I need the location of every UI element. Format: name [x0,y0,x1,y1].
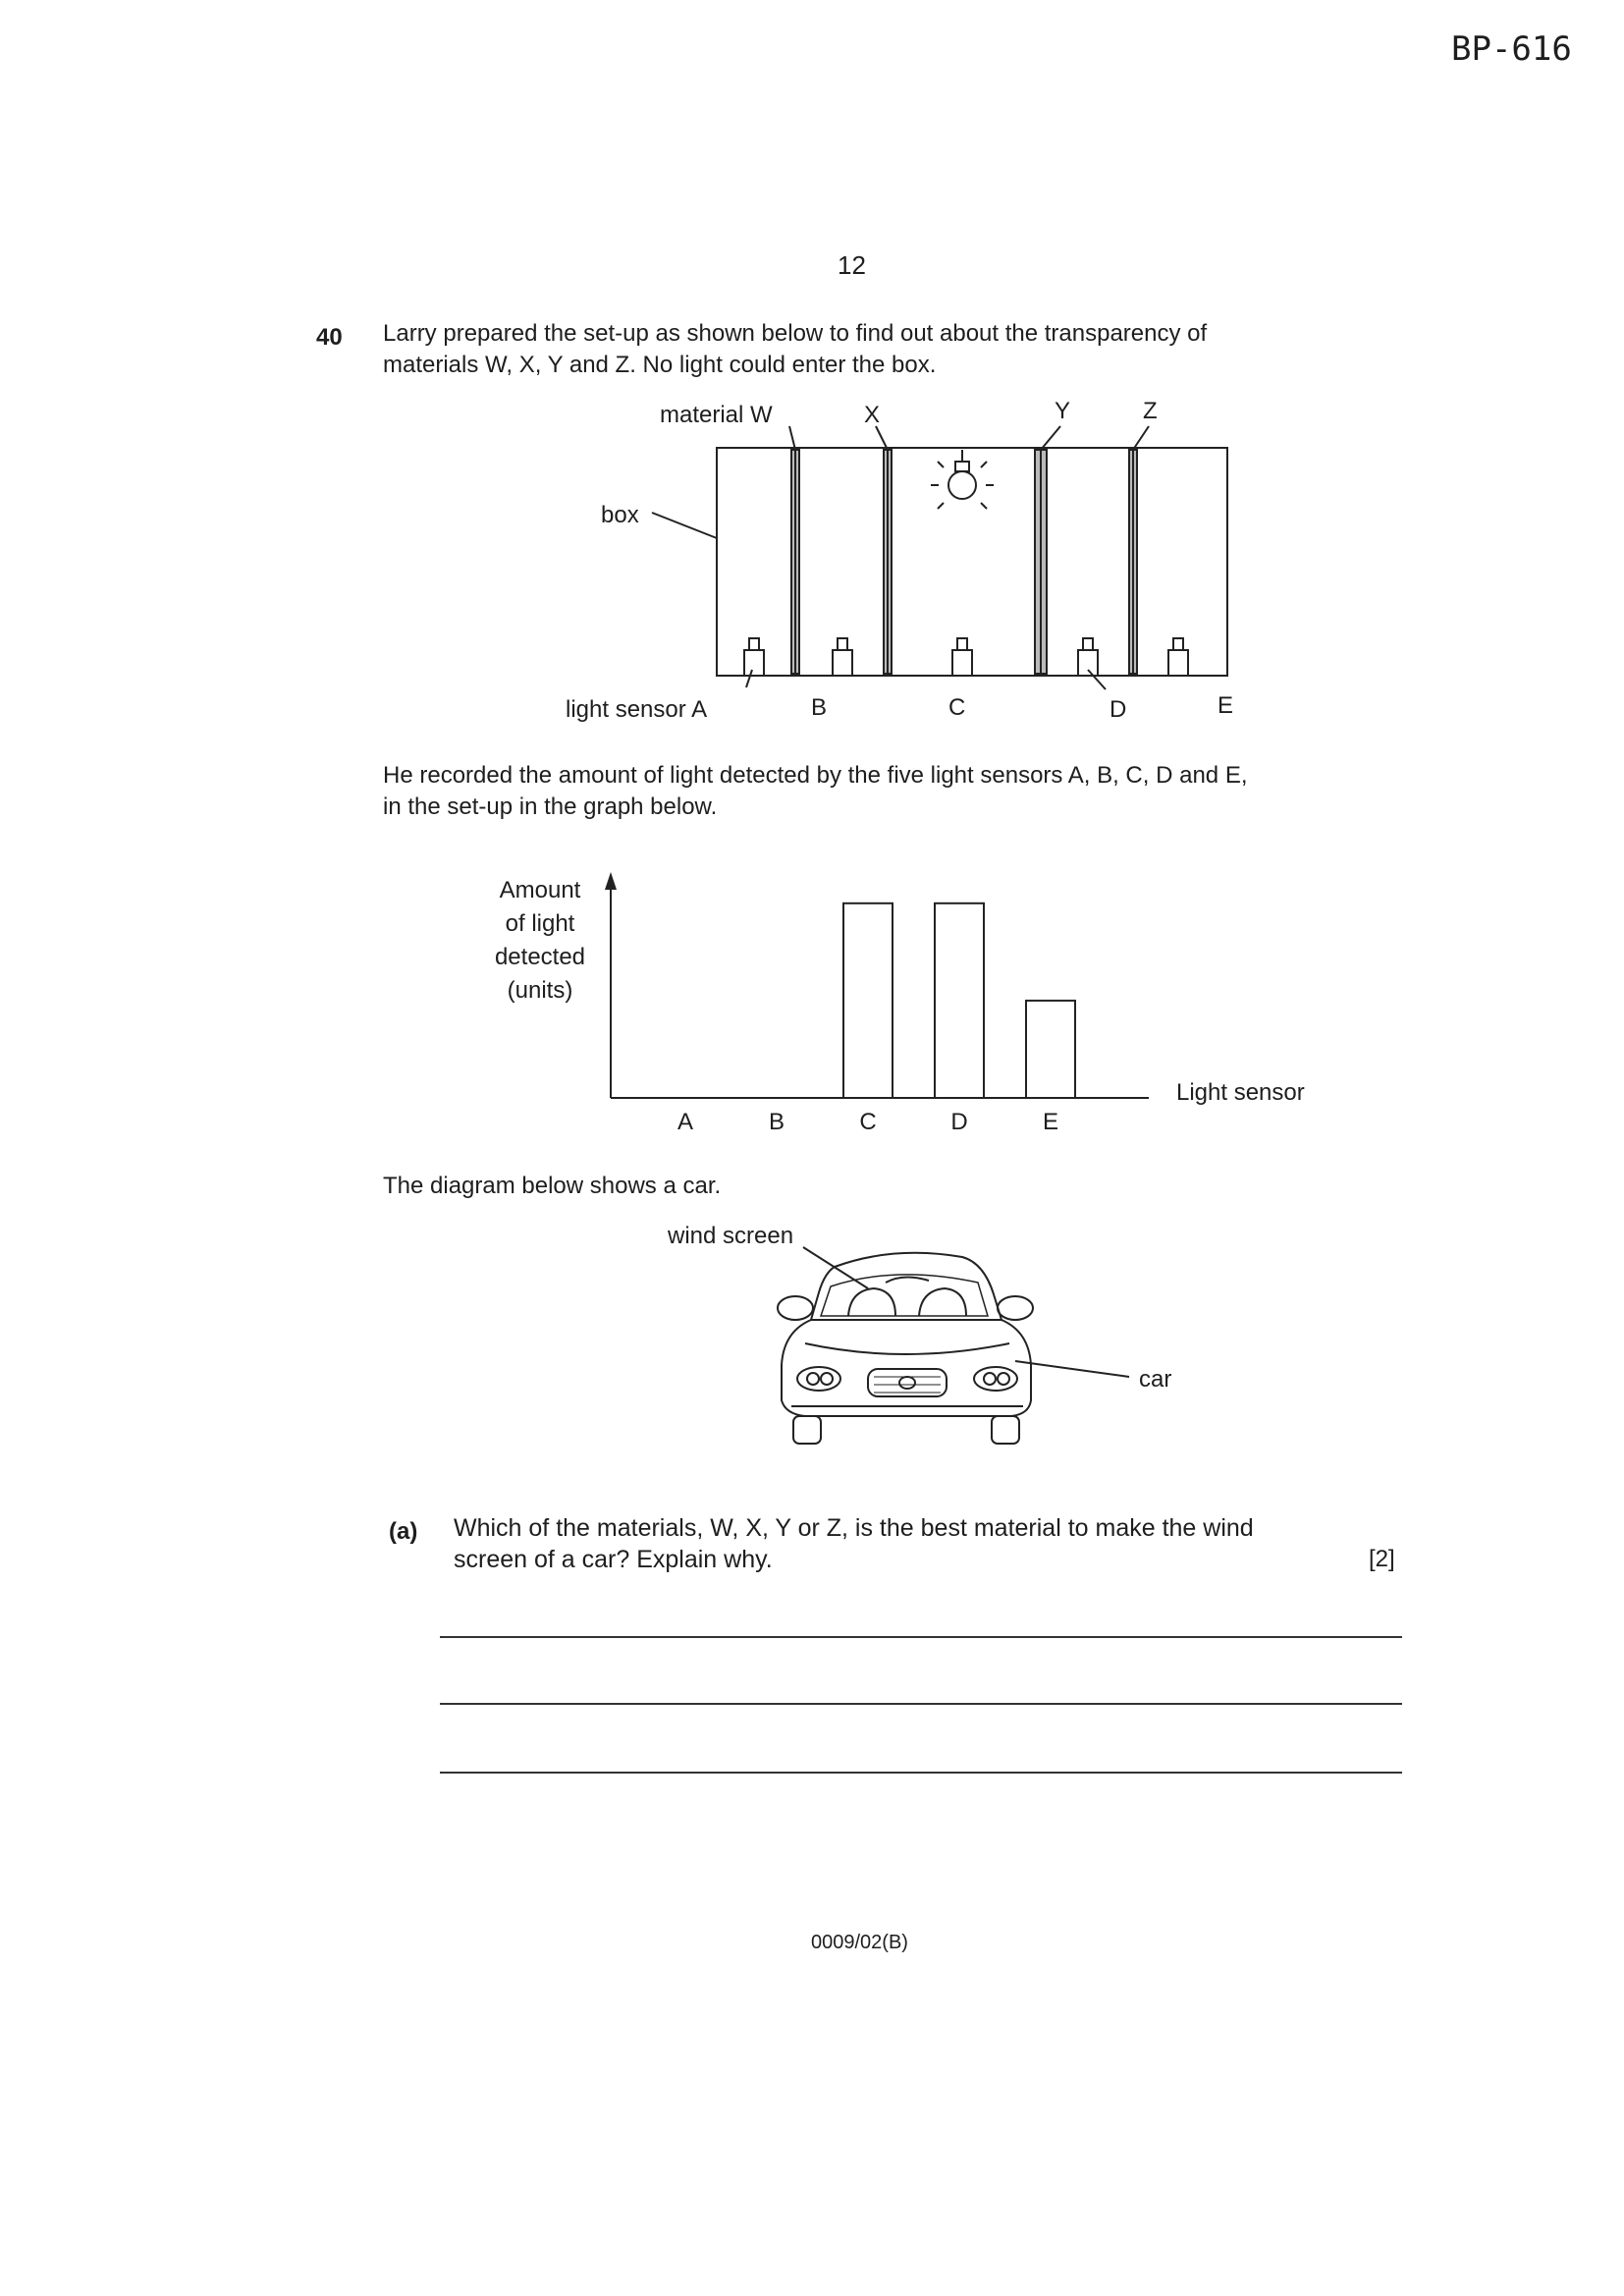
material-z-partition [1129,450,1137,674]
chart-x-tick-a: A [677,1109,694,1135]
sensor-a-leader [746,670,752,687]
car-leader [1015,1361,1129,1377]
chart-bar-c [843,903,893,1098]
chart-x-tick-e: E [1042,1109,1059,1135]
chart-bars [843,903,1075,1098]
label-car: car [1139,1366,1172,1393]
light-sensor-c-icon [952,638,972,676]
light-bulb-icon [931,450,994,509]
box-leader [652,513,717,538]
label-wind-screen: wind screen [668,1223,794,1249]
chart-bar-e [1026,1001,1075,1098]
question-intro-line-2: materials W, X, Y and Z. No light could enter the box. [383,352,937,378]
recorded-text-line-2: in the set-up in the graph below. [383,793,718,820]
label-material-z: Z [1143,398,1158,424]
answer-line-2[interactable] [440,1703,1402,1705]
material-y-partition [1035,450,1047,674]
paper-code: 0009/02(B) [811,1932,908,1953]
chart-y-axis-label [495,877,585,1004]
car-icon [778,1253,1033,1444]
material-x-leader [876,426,888,450]
chart-x-tick-c: C [859,1109,877,1135]
chart-y-label-line-1: Amount [499,877,581,903]
label-light-sensor-a: light sensor A [566,696,708,723]
material-w-leader [789,426,795,450]
part-a-label: (a) [389,1518,418,1545]
chart-bar-d [935,903,984,1098]
label-material-x: X [864,402,881,428]
part-a-marks: [2] [1369,1546,1395,1572]
light-sensor-b-icon [833,638,852,676]
material-w-partition [791,450,799,674]
answer-line-3[interactable] [440,1772,1402,1774]
recorded-text-line-1: He recorded the amount of light detected by the five light sensors A, B, C, D and E, [383,762,1248,789]
label-box: box [601,502,639,528]
light-sensor-e-icon [1168,638,1188,676]
chart-y-label-line-2: of light [505,910,575,937]
chart-x-tick-d: D [950,1109,968,1135]
car-intro-text: The diagram below shows a car. [383,1173,722,1199]
part-a-question-line-1: Which of the materials, W, X, Y or Z, is the best material to make the wind [454,1514,1254,1542]
label-material-y: Y [1055,398,1071,424]
document-code: BP-616 [1451,29,1572,69]
label-sensor-c: C [948,694,966,721]
chart-x-axis-label: Light sensor [1176,1079,1305,1106]
label-material-w: material W [660,402,773,428]
material-x-partition [884,450,892,674]
label-sensor-e: E [1218,692,1234,719]
car-windscreen-icon [821,1275,988,1316]
chart-y-axis-arrow-icon [605,872,617,890]
label-sensor-b: B [811,694,828,721]
light-sensor-a-icon [744,638,764,676]
page-number: 12 [838,250,866,280]
chart-y-label-line-4: (units) [507,977,573,1004]
setup-diagram [550,393,1257,737]
material-y-leader [1041,426,1060,450]
chart-x-tick-b: B [768,1109,785,1135]
chart-y-label-line-3: detected [494,944,586,970]
part-a-question-line-2: screen of a car? Explain why. [454,1546,773,1573]
chart-x-tick-labels [677,1109,1058,1135]
material-z-leader [1133,426,1149,450]
wind-screen-leader [803,1247,868,1288]
question-number: 40 [316,324,343,351]
light-bar-chart [461,864,1345,1149]
question-intro-line-1: Larry prepared the set-up as shown below to find out about the transparency of [383,320,1208,347]
car-diagram [638,1218,1227,1463]
answer-line-1[interactable] [440,1636,1402,1638]
label-sensor-d: D [1110,696,1127,723]
